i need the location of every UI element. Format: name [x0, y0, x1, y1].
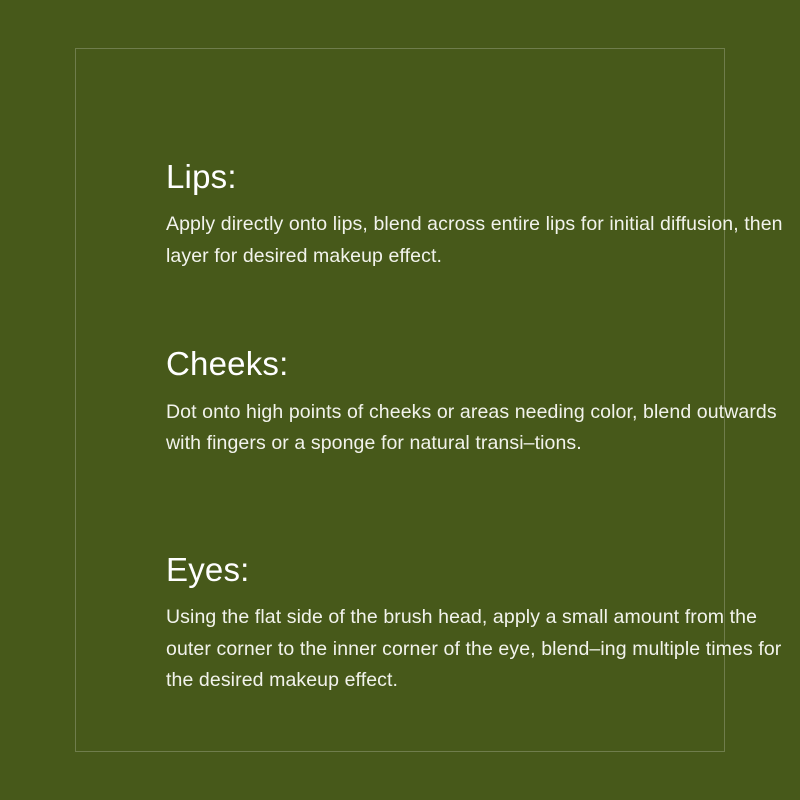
section-lips — [166, 159, 800, 272]
spacer-after-lips — [166, 272, 800, 346]
instruction-content — [166, 159, 800, 697]
section-eyes — [166, 552, 800, 697]
section-lips-heading: Lips: — [166, 158, 237, 195]
section-cheeks-body: Dot onto high points of cheeks or areas needing color, blend outwards with fingers or a sponge for natural transi–tions. — [166, 400, 777, 455]
section-cheeks — [166, 346, 800, 459]
section-lips-body: Apply directly onto lips, blend across entire lips for initial diffusion, then layer for desired makeup effect. — [166, 213, 783, 267]
section-cheeks-heading: Cheeks: — [166, 345, 289, 383]
spacer-after-cheeks — [166, 460, 800, 552]
section-eyes-body: Using the flat side of the brush head, apply a small amount from the outer corner to the inner corner of the eye, blend–ing multiple times for the desired makeup effect. — [166, 606, 782, 692]
instruction-card — [75, 48, 783, 752]
section-eyes-heading: Eyes: — [166, 550, 250, 588]
